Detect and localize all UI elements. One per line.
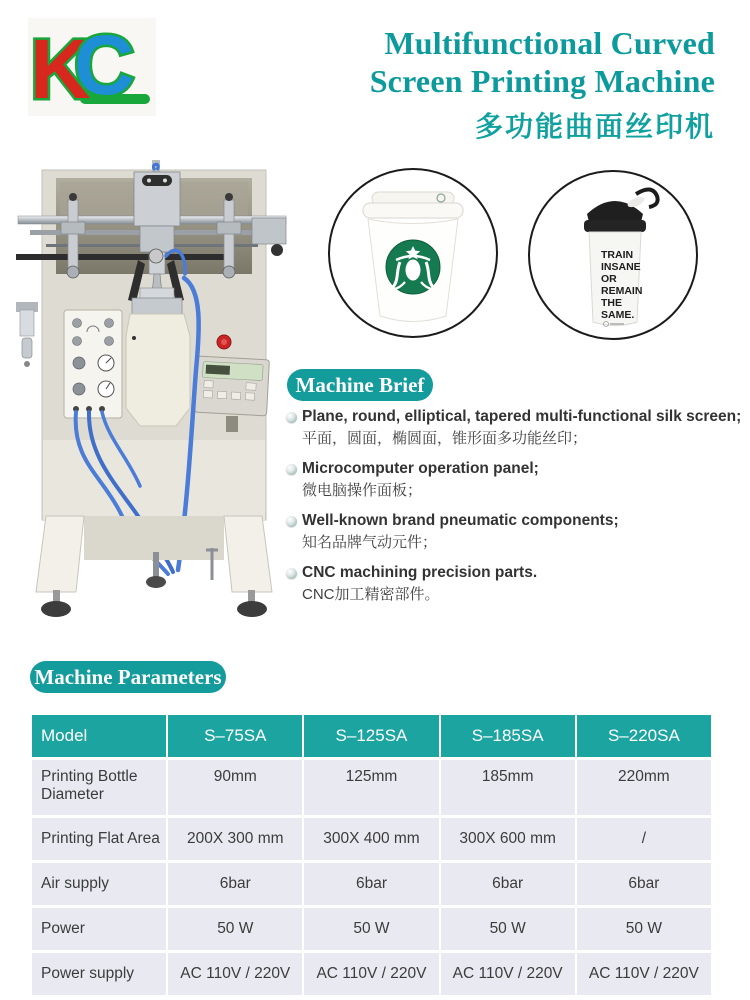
pearl-bullet-icon xyxy=(286,568,297,579)
svg-text:SAME.: SAME. xyxy=(601,309,635,321)
cell-value: 6bar xyxy=(441,863,575,905)
machine-parameters-heading xyxy=(30,661,226,693)
machine-brief-heading-label: Machine Brief xyxy=(295,372,425,397)
svg-text:REMAIN: REMAIN xyxy=(601,285,643,297)
machine-air-filter xyxy=(16,302,38,367)
row-label: Power supply xyxy=(32,953,166,995)
table-row xyxy=(32,953,711,995)
machine-brief-heading xyxy=(287,369,433,401)
title-line2: Screen Printing Machine xyxy=(369,63,715,99)
parameters-table xyxy=(30,712,713,998)
column-header-s220sa: S–220SA xyxy=(577,715,711,757)
cell-value: AC 110V / 220V xyxy=(304,953,438,995)
machine-parameters-heading-label: Machine Parameters xyxy=(34,664,222,689)
brief-item-zh: CNC加工精密部件。 xyxy=(302,586,440,603)
shaker-bottle-illustration xyxy=(530,172,696,338)
list-item xyxy=(286,563,750,605)
cell-value: 50 W xyxy=(577,908,711,950)
table-header-row xyxy=(32,715,711,757)
title-line1: Multifunctional Curved xyxy=(384,25,715,61)
svg-text:THE: THE xyxy=(601,297,622,309)
brief-item-zh: 知名品牌气动元件； xyxy=(302,534,438,551)
cell-value: / xyxy=(577,818,711,860)
list-item xyxy=(286,511,750,553)
row-label: Printing Bottle Diameter xyxy=(32,760,166,815)
table-row xyxy=(32,908,711,950)
machine-base xyxy=(36,516,272,617)
cell-value: 90mm xyxy=(168,760,302,815)
panel-mount xyxy=(226,416,238,432)
row-label: Power xyxy=(32,908,166,950)
column-header-s75sa: S–75SA xyxy=(168,715,302,757)
sample-shaker-image xyxy=(528,170,698,340)
cell-value: 125mm xyxy=(304,760,438,815)
list-item xyxy=(286,459,750,501)
cell-value: 6bar xyxy=(168,863,302,905)
siren-logo xyxy=(386,240,440,294)
brief-item-en: Well-known brand pneumatic components; xyxy=(302,512,619,529)
cup-lid-rim xyxy=(363,203,463,218)
brief-item-en: CNC machining precision parts. xyxy=(302,564,538,581)
machine-operation-panel xyxy=(195,356,270,416)
cell-value: 50 W xyxy=(304,908,438,950)
page-title xyxy=(300,24,715,145)
cell-value: AC 110V / 220V xyxy=(441,953,575,995)
pearl-bullet-icon xyxy=(286,464,297,475)
cell-value: 50 W xyxy=(441,908,575,950)
brief-item-en: Microcomputer operation panel; xyxy=(302,460,539,477)
shaker-lid-band xyxy=(584,220,646,232)
cell-value: 50 W xyxy=(168,908,302,950)
pearl-bullet-icon xyxy=(286,516,297,527)
machine-photo xyxy=(16,160,288,622)
pearl-bullet-icon xyxy=(286,412,297,423)
cell-value: 200X 300 mm xyxy=(168,818,302,860)
cell-value: 6bar xyxy=(304,863,438,905)
row-label: Air supply xyxy=(32,863,166,905)
logo-letter-c: C xyxy=(74,18,135,112)
cell-value: 220mm xyxy=(577,760,711,815)
svg-text:INSANE: INSANE xyxy=(601,261,641,273)
svg-text:OR: OR xyxy=(601,273,617,285)
machine-emergency-button xyxy=(217,335,231,349)
coffee-cup-illustration xyxy=(330,170,496,336)
brief-item-zh: 微电脑操作面板； xyxy=(302,482,423,499)
column-header-s125sa: S–125SA xyxy=(304,715,438,757)
machine-control-plate xyxy=(64,310,122,418)
sample-cup-image xyxy=(328,168,498,338)
title-chinese: 多功能曲面丝印机 xyxy=(474,111,715,142)
kc-logo xyxy=(28,18,156,116)
column-header-model: Model xyxy=(32,715,166,757)
machine-brief-list xyxy=(286,407,750,615)
column-header-s185sa: S–185SA xyxy=(441,715,575,757)
cell-value: 300X 400 mm xyxy=(304,818,438,860)
brief-item-zh: 平面，圆面，椭圆面，锥形面多功能丝印； xyxy=(302,430,588,447)
row-label: Printing Flat Area xyxy=(32,818,166,860)
logo-letter-k: K xyxy=(30,22,91,116)
cell-value: AC 110V / 220V xyxy=(577,953,711,995)
table-row xyxy=(32,863,711,905)
cell-value: 185mm xyxy=(441,760,575,815)
svg-text:TRAIN: TRAIN xyxy=(601,249,634,261)
table-row xyxy=(32,818,711,860)
cell-value: 300X 600 mm xyxy=(441,818,575,860)
table-row xyxy=(32,760,711,815)
brief-item-en: Plane, round, elliptical, tapered multi-functional silk screen; xyxy=(302,408,742,425)
list-item xyxy=(286,407,750,449)
cell-value: 6bar xyxy=(577,863,711,905)
cell-value: AC 110V / 220V xyxy=(168,953,302,995)
